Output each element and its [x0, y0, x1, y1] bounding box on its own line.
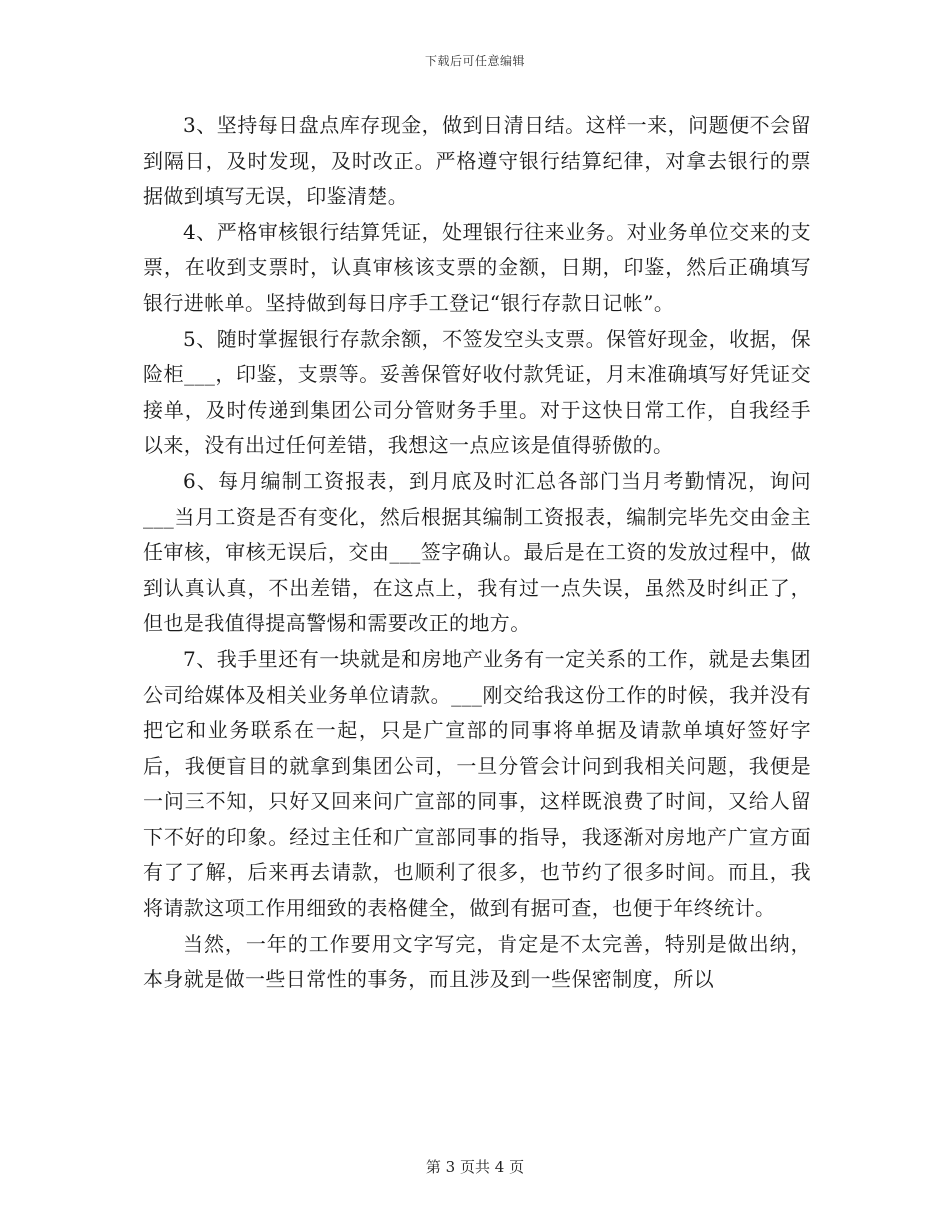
paragraph-conclusion: 当然，一年的工作要用文字写完，肯定是不太完善，特别是做出纳，本身就是做一些日常性的事务，而且涉及到一些保密制度，所以	[143, 931, 811, 992]
page-header-note: 下载后可任意编辑	[424, 54, 525, 68]
paragraph-item-7: 7、我手里还有一块就是和房地产业务有一定关系的工作，就是去集团公司给媒体及相关业务单位请款。___刚交给我这份工作的时候，我并没有把它和业务联系在一起，只是广宣部的同事将单据及请款单填好签好字后，我便盲目的就拿到集团公司，一旦分管会计问到我相关问题，我便是一问三不知，只好又回来问广宣部的同事，这样既浪费了时间，又给人留下不好的印象。经过主任和广宣部同事的指导，我逐渐对房地产广宣方面有了了解，后来再去请款，也顺利了很多，也节约了很多时间。而且，我将请款这项工作用细致的表格健全，做到有据可查，也便于年终统计。	[143, 646, 811, 921]
paragraph-item-3: 3、坚持每日盘点库存现金，做到日清日结。这样一来，问题便不会留到隔日，及时发现，及时改正。严格遵守银行结算纪律，对拿去银行的票据做到填写无误，印鉴清楚。	[143, 113, 811, 209]
paragraph-item-5: 5、随时掌握银行存款余额，不签发空头支票。保管好现金，收据，保险柜___，印鉴，支票等。妥善保管好收付款凭证，月末准确填写好凭证交接单，及时传递到集团公司分管财务手里。对于这快日常工作，自我经手以来，没有出过任何差错，我想这一点应该是值得骄傲的。	[143, 326, 811, 458]
document-body	[143, 108, 811, 998]
paragraph-item-4: 4、严格审核银行结算凭证，处理银行往来业务。对业务单位交来的支票，在收到支票时，认真审核该支票的金额，日期，印鉴，然后正确填写银行进帐单。坚持做到每日序手工登记“银行存款日记帐”。	[143, 219, 811, 315]
page-number: 第 3 页共 4 页	[425, 1158, 525, 1176]
paragraph-item-6: 6、每月编制工资报表，到月底及时汇总各部门当月考勤情况，询问___当月工资是否有变化，然后根据其编制工资报表，编制完毕先交由金主任审核，审核无误后，交由___签字确认。最后是在工资的发放过程中，做到认真认真，不出差错，在这点上，我有过一点失误，虽然及时纠正了，但也是我值得提高警惕和需要改正的地方。	[143, 468, 811, 636]
